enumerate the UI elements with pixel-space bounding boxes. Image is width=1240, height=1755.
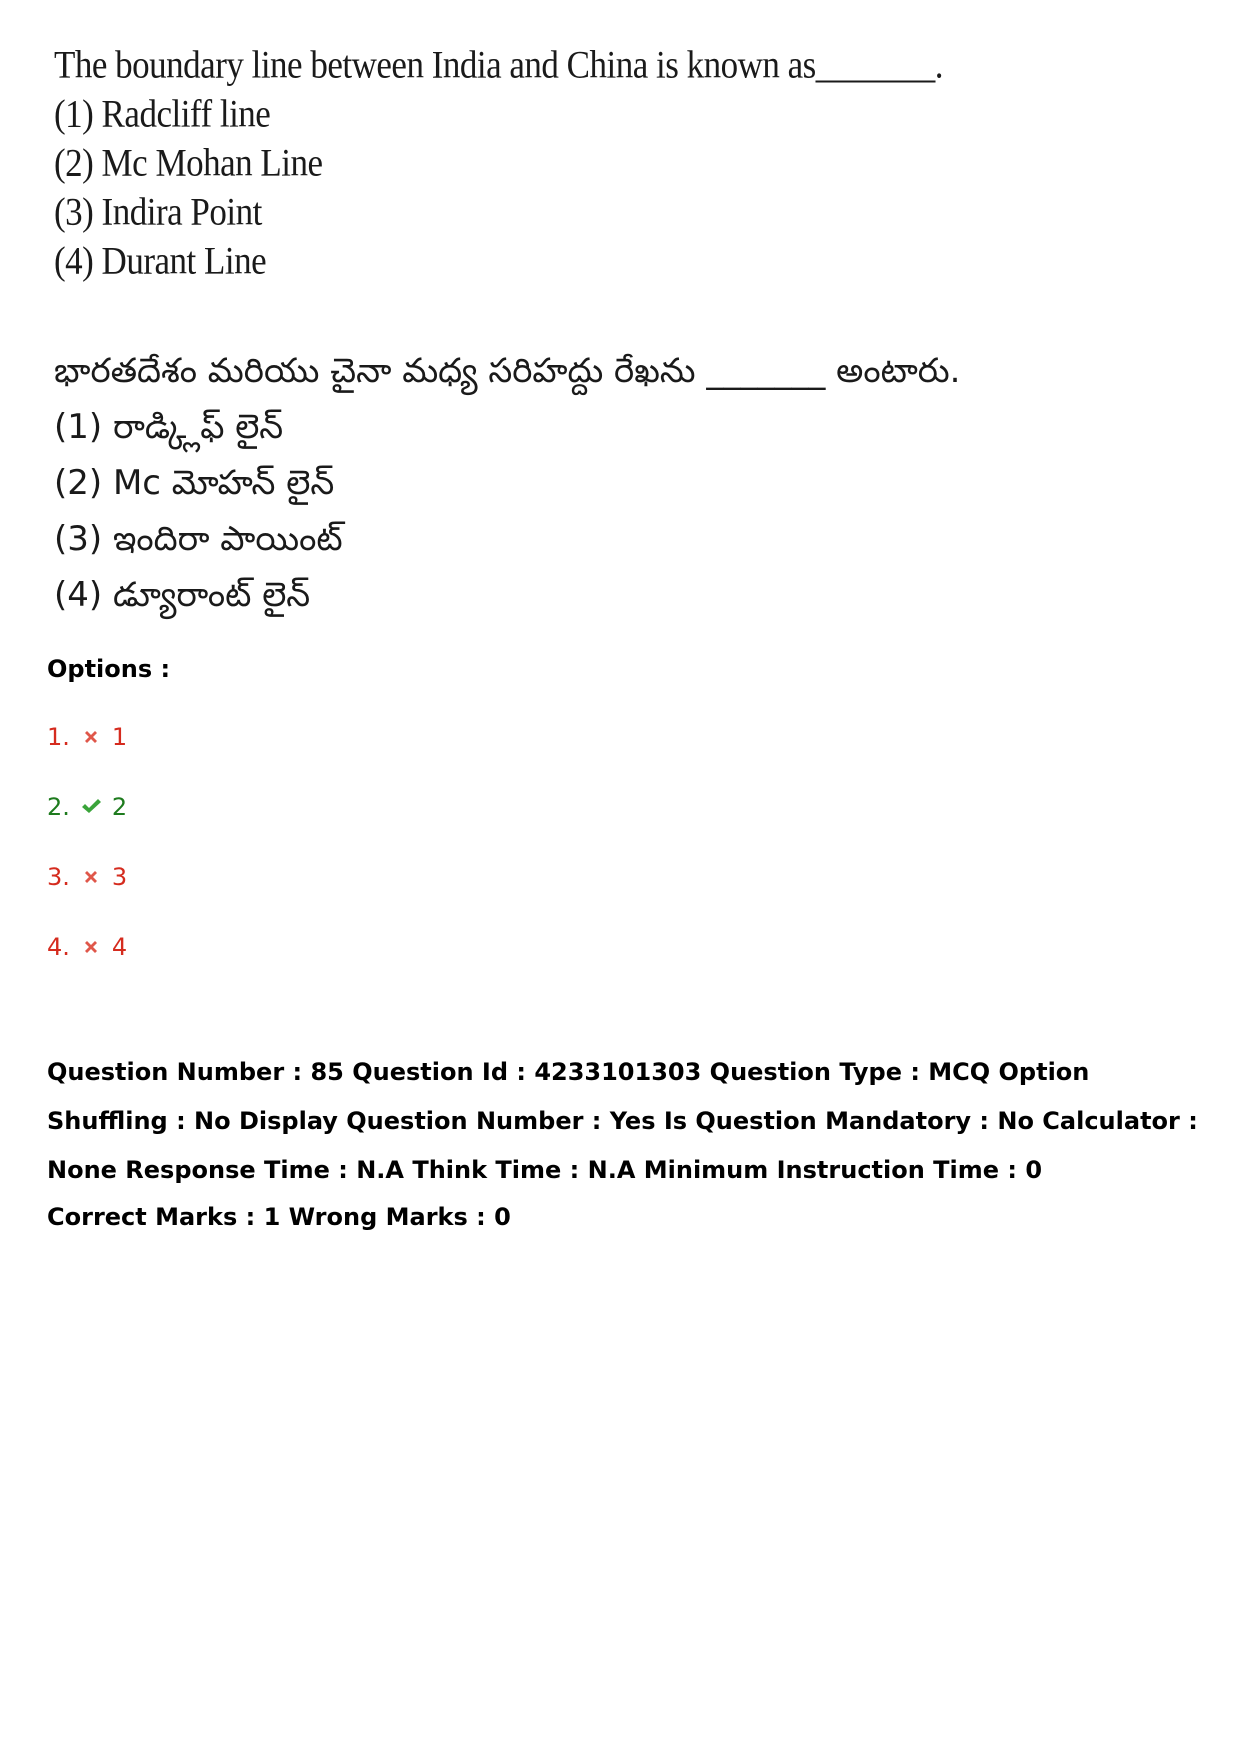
answer-option-2 — [47, 790, 127, 860]
question-option-telugu-1: (1) రాడ్క్లిఫ్ లైన్ — [54, 407, 284, 447]
answer-option-number: 2. — [47, 793, 70, 821]
options-heading: Options : — [47, 655, 171, 683]
answer-option-4 — [47, 930, 127, 1000]
question-stem-telugu: భారతదేశం మరియు చైనా మధ్య సరిహద్దు రేఖను _______ అంటారు. — [54, 351, 961, 391]
question-option-english-1: (1) Radcliff line — [54, 91, 271, 136]
language-gap — [54, 285, 954, 343]
question-stem-english: The boundary line between India and China is known as_______. — [54, 42, 944, 87]
question-option-telugu-3: (3) ఇందిరా పాయింట్ — [54, 519, 343, 559]
question-metadata: Question Number : 85 Question Id : 4233101303 Question Type : MCQ Option Shuffling : No Display Question Number : Yes Is Question Mandatory : No Calculator : None Response Time : N.A Think Time : N.A Minimum Instruction Time : 0 — [47, 1058, 1198, 1184]
answer-option-list — [47, 720, 127, 1000]
cross-icon — [80, 936, 102, 958]
check-icon — [80, 796, 102, 818]
answer-option-1 — [47, 720, 127, 790]
marks-info: Correct Marks : 1 Wrong Marks : 0 — [47, 1203, 511, 1231]
question-option-english-3: (3) Indira Point — [54, 189, 262, 234]
answer-option-value: 1 — [111, 723, 128, 751]
question-option-telugu-2: (2) Mc మోహన్ లైన్ — [54, 463, 335, 503]
question-option-telugu-4: (4) డ్యూరాంట్ లైన్ — [54, 575, 311, 615]
question-option-english-4: (4) Durant Line — [54, 238, 267, 283]
answer-option-number: 1. — [47, 723, 70, 751]
answer-option-value: 4 — [111, 933, 128, 961]
answer-option-value: 2 — [111, 793, 128, 821]
question-option-english-2: (2) Mc Mohan Line — [54, 140, 323, 185]
cross-icon — [80, 726, 102, 748]
answer-option-value: 3 — [111, 863, 128, 891]
cross-icon — [80, 866, 102, 888]
answer-option-number: 4. — [47, 933, 70, 961]
question-image — [54, 40, 961, 623]
answer-option-number: 3. — [47, 863, 70, 891]
answer-option-3 — [47, 860, 127, 930]
